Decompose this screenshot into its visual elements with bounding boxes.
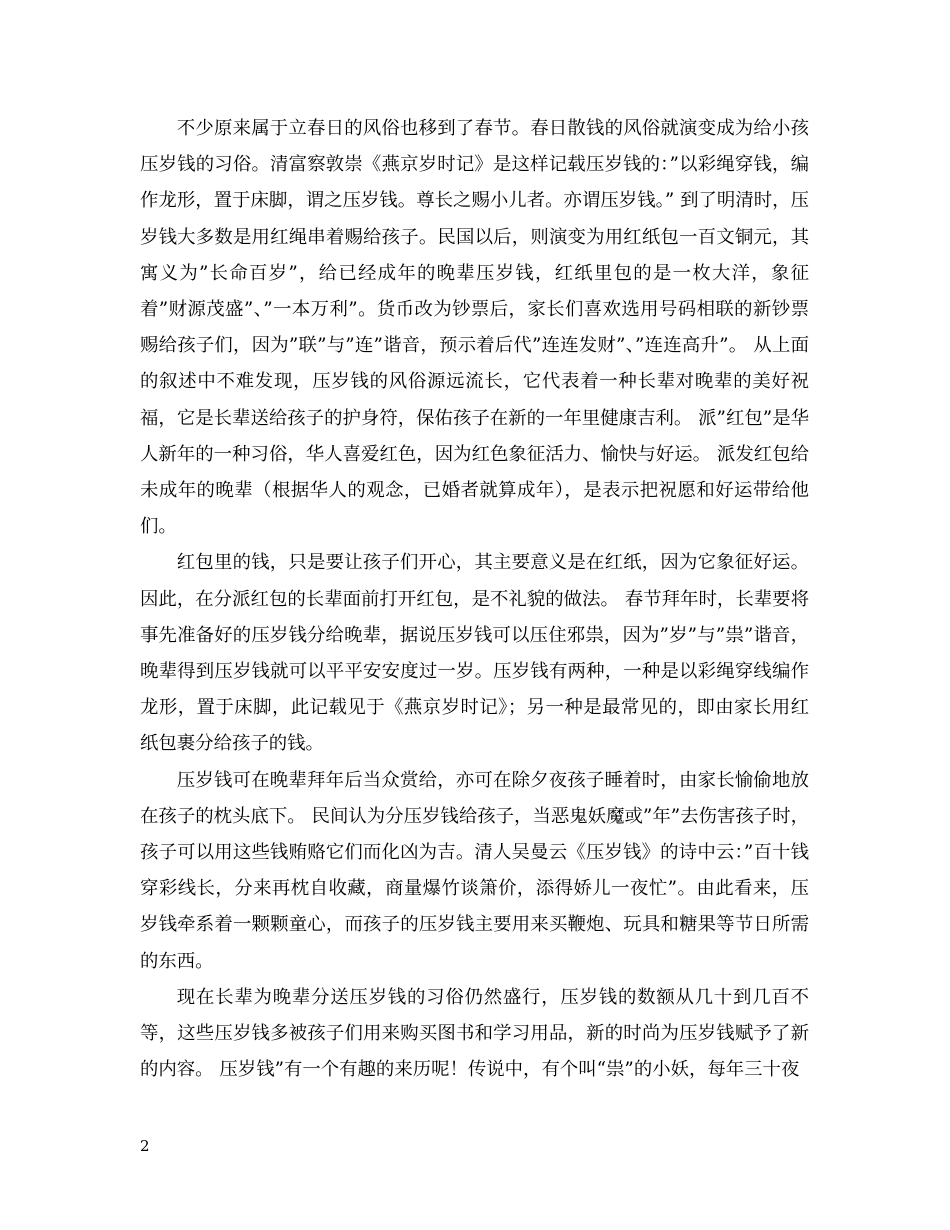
page-number: 2: [140, 1137, 150, 1155]
paragraph: 现在长辈为晚辈分送压岁钱的习俗仍然盛行，压岁钱的数额从几十到几百不等，这些压岁钱多被孩子们用来购买图书和学习用品，新的时尚为压岁钱赋予了新的内容。 压岁钱”有一个有趣的来历呢！传说中，有个叫“祟”的小妖，每年三十夜: [140, 986, 809, 1081]
paragraph: 红包里的钱，只是要让孩子们开心，其主要意义是在红纸，因为它象征好运。因此，在分派红包的长辈面前打开红包，是不礼貌的做法。 春节拜年时，长辈要将事先准备好的压岁钱分给晚辈，据说压岁钱可以压住邪祟，因为”岁”与”祟”谐音，晚辈得到压岁钱就可以平平安安度过一岁。压岁钱有两种，一种是以彩绳穿线编作龙形，置于床脚，此记载见于《燕京岁时记》；另一种是最常见的，即由家长用红纸包裹分给孩子的钱。: [140, 552, 809, 755]
document-body: [140, 111, 809, 1088]
paragraph: 压岁钱可在晚辈拜年后当众赏给，亦可在除夕夜孩子睡着时，由家长愉偷地放在孩子的枕头底下。 民间认为分压岁钱给孩子，当恶鬼妖魔或”年”去伤害孩子时，孩子可以用这些钱贿赂它们而化凶为吉。清人吴曼云《压岁钱》的诗中云：”百十钱穿彩线长，分来再枕自收藏，商量爆竹谈箫价，添得娇儿一夜忙”。由此看来，压岁钱牵系着一颗颗童心，而孩子的压岁钱主要用来买鞭炮、玩具和糖果等节日所需的东西。: [140, 769, 809, 972]
paragraph: 不少原来属于立春日的风俗也移到了春节。春日散钱的风俗就演变成为给小孩压岁钱的习俗。清富察敦崇《燕京岁时记》是这样记载压岁钱的：”以彩绳穿钱，编作龙形，置于床脚，谓之压岁钱。尊长之赐小儿者。亦谓压岁钱。” 到了明清时，压岁钱大多数是用红绳串着赐给孩子。民国以后，则演变为用红纸包一百文铜元，其寓义为”长命百岁”，给已经成年的晚辈压岁钱，红纸里包的是一枚大洋，象征着”财源茂盛”、”一本万利”。货币改为钞票后，家长们喜欢选用号码相联的新钞票赐给孩子们，因为”联”与”连”谐音，预示着后代”连连发财”、”连连高升”。 从上面的叙述中不难发现，压岁钱的风俗源远流长，它代表着一种长辈对晚辈的美好祝福，它是长辈送给孩子的护身符，保佑孩子在新的一年里健康吉利。 派”红包”是华人新年的一种习俗，华人喜爱红色，因为红色象征活力、愉快与好运。 派发红包给未成年的晚辈（根据华人的观念，已婚者就算成年），是表示把祝愿和好运带给他们。: [140, 118, 809, 538]
